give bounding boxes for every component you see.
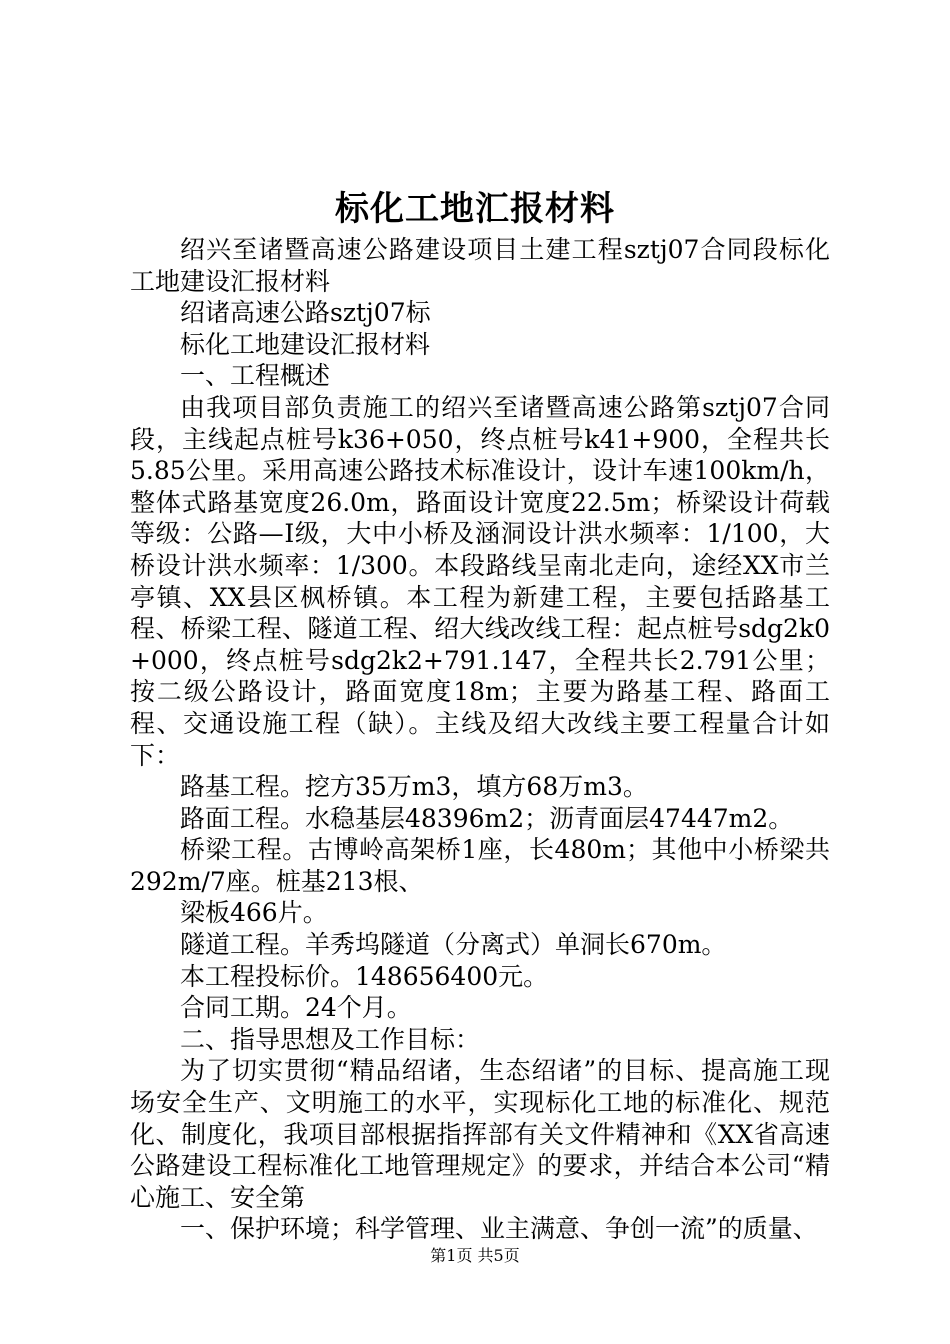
paragraph: 路面工程。水稳基层48396m2；沥青面层47447m2。 [180,803,794,833]
paragraph: 标化工地建设汇报材料 [180,329,431,359]
paragraph: 为了切实贯彻“精品绍诸，生态绍诸”的目标、提高施工现场安全生产、文明施工的水平，实现标化工地的标准化、规范化、制度化，我项目部根据指挥部有关文件精神和《XX省高速公路建设工程标准化工地管理规定》的要求，并结合本公司“精心施工、安全第 [130,1056,830,1212]
paragraph: 合同工期。24个月。 [180,993,412,1023]
section-heading: 一、工程概述 [180,361,331,391]
paragraph: 绍诸高速公路sztj07标 [180,298,431,328]
paragraph: 一、保护环境；科学管理、业主满意、争创一流”的质量、 [180,1214,818,1244]
paragraph: 隧道工程。羊秀坞隧道（分离式）单洞长670m。 [180,930,727,960]
paragraph: 本工程投标价。148656400元。 [180,961,549,991]
paragraph: 由我项目部负责施工的绍兴至诸暨高速公路第sztj07合同段，主线起点桩号k36+050，终点桩号k41+900，全程共长5.85公里。采用高速公路技术标准设计，设计车速100km/h，整体式路基宽度26.0m，路面设计宽度22.5m；桥梁设计荷载等级：公路—Ⅰ级，大中小桥及涵洞设计洪水频率：1/100，大桥设计洪水频率：1/300。本段路线呈南北走向，途经XX市兰亭镇、XX县区枫桥镇。本工程为新建工程，主要包括路基工程、桥梁工程、隧道工程、绍大线改线工程：起点桩号sdg2k0+000，终点桩号sdg2k2+791.147，全程共长2.791公里；按二级公路设计，路面宽度18m；主要为路基工程、路面工程、交通设施工程（缺）。主线及绍大改线主要工程量合计如下： [130,392,830,770]
paragraph: 路基工程。挖方35万m3，填方68万m3。 [180,772,648,802]
paragraph: 绍兴至诸暨高速公路建设项目土建工程sztj07合同段标化工地建设汇报材料 [130,235,830,296]
paragraph: 梁板466片。 [180,898,328,928]
document-title: 标化工地汇报材料 [335,189,615,229]
page-footer: 第1页 共5页 [430,1246,520,1265]
paragraph: 桥梁工程。古博岭高架桥1座，长480m；其他中小桥梁共292m/7座。桩基213根、 [130,835,830,896]
document-body [130,234,830,1245]
section-heading: 二、指导思想及工作目标： [180,1024,481,1054]
